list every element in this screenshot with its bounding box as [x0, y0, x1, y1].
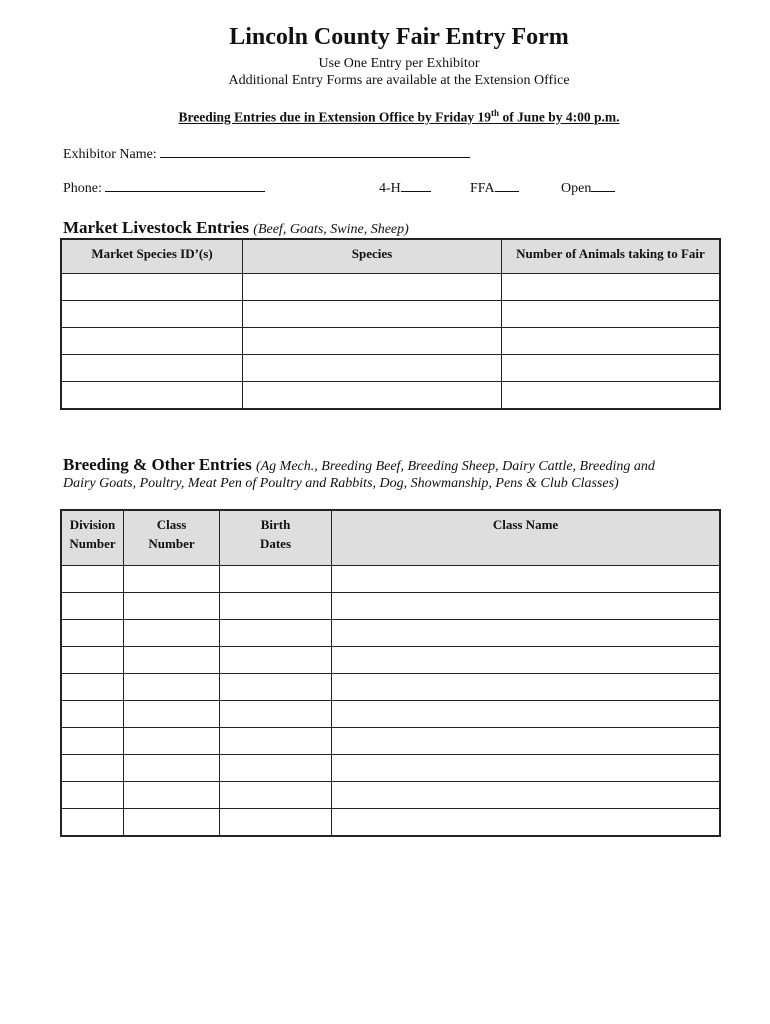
input-cell[interactable] — [61, 647, 124, 674]
phone-field[interactable] — [63, 179, 265, 197]
input-cell[interactable] — [220, 647, 332, 674]
ffa-field[interactable] — [470, 179, 519, 197]
input-cell[interactable] — [124, 647, 220, 674]
form-title: Lincoln County Fair Entry Form — [229, 24, 569, 50]
input-cell[interactable] — [502, 301, 721, 328]
input-cell[interactable] — [61, 566, 124, 593]
input-cell[interactable] — [61, 301, 243, 328]
col-header-class-name: Class Name — [332, 510, 721, 566]
input-cell[interactable] — [220, 701, 332, 728]
ffa-label: FFA — [470, 181, 495, 196]
input-cell[interactable] — [332, 566, 721, 593]
exhibitor-name-label: Exhibitor Name: — [63, 147, 157, 162]
input-cell[interactable] — [502, 382, 721, 410]
table-row — [61, 728, 720, 755]
input-cell[interactable] — [124, 809, 220, 837]
input-cell[interactable] — [124, 782, 220, 809]
4h-field[interactable] — [379, 179, 431, 197]
input-cell[interactable] — [332, 809, 721, 837]
input-cell[interactable] — [61, 728, 124, 755]
phone-label: Phone: — [63, 181, 102, 196]
input-cell[interactable] — [220, 782, 332, 809]
input-cell[interactable] — [502, 274, 721, 301]
input-cell[interactable] — [61, 620, 124, 647]
input-cell[interactable] — [61, 274, 243, 301]
col-header-species: Species — [243, 239, 502, 274]
input-cell[interactable] — [124, 728, 220, 755]
input-cell[interactable] — [61, 782, 124, 809]
input-cell[interactable] — [220, 755, 332, 782]
table-row — [61, 566, 720, 593]
input-cell[interactable] — [332, 782, 721, 809]
exhibitor-name-line[interactable] — [160, 145, 470, 158]
input-cell[interactable] — [61, 755, 124, 782]
col-header-number-of-animals: Number of Animals taking to Fair — [502, 239, 721, 274]
input-cell[interactable] — [61, 593, 124, 620]
table-row — [61, 782, 720, 809]
input-cell[interactable] — [243, 328, 502, 355]
input-cell[interactable] — [243, 301, 502, 328]
breeding-entries-heading: Breeding & Other Entries (Ag Mech., Breeding Beef, Breeding Sheep, Dairy Cattle, Breeding and — [63, 455, 655, 474]
input-cell[interactable] — [332, 674, 721, 701]
exhibitor-name-field[interactable] — [63, 145, 470, 163]
input-cell[interactable] — [61, 328, 243, 355]
market-livestock-table — [60, 238, 721, 410]
input-cell[interactable] — [61, 382, 243, 410]
input-cell[interactable] — [243, 382, 502, 410]
open-field[interactable] — [561, 179, 615, 197]
input-cell[interactable] — [124, 593, 220, 620]
input-cell[interactable] — [332, 728, 721, 755]
subtitle-additional-forms: Additional Entry Forms are available at the Extension Office — [228, 73, 570, 88]
table-row — [61, 355, 720, 382]
input-cell[interactable] — [332, 620, 721, 647]
table-row — [61, 274, 720, 301]
input-cell[interactable] — [220, 674, 332, 701]
input-cell[interactable] — [332, 593, 721, 620]
open-line[interactable] — [591, 179, 615, 192]
input-cell[interactable] — [243, 274, 502, 301]
input-cell[interactable] — [220, 728, 332, 755]
table-row — [61, 674, 720, 701]
input-cell[interactable] — [124, 674, 220, 701]
breeding-entries-table — [60, 509, 721, 837]
input-cell[interactable] — [332, 755, 721, 782]
breeding-entries-desc-line1: (Ag Mech., Breeding Beef, Breeding Sheep, Dairy Cattle, Breeding and — [255, 459, 655, 474]
col-header-birth-dates: Birth Dates — [220, 510, 332, 566]
table-row — [61, 301, 720, 328]
input-cell[interactable] — [220, 593, 332, 620]
input-cell[interactable] — [61, 701, 124, 728]
ffa-line[interactable] — [495, 179, 519, 192]
input-cell[interactable] — [220, 809, 332, 837]
table-header-row — [61, 510, 720, 566]
input-cell[interactable] — [124, 566, 220, 593]
input-cell[interactable] — [502, 355, 721, 382]
input-cell[interactable] — [332, 647, 721, 674]
table-row — [61, 382, 720, 410]
input-cell[interactable] — [502, 328, 721, 355]
input-cell[interactable] — [220, 566, 332, 593]
col-header-division-number: Division Number — [61, 510, 124, 566]
col-header-market-species-id: Market Species ID’(s) — [61, 239, 243, 274]
input-cell[interactable] — [332, 701, 721, 728]
due-date-notice: Breeding Entries due in Extension Office by Friday 19th of June by 4:00 p.m. — [178, 108, 620, 125]
input-cell[interactable] — [243, 355, 502, 382]
col-header-class-number: Class Number — [124, 510, 220, 566]
input-cell[interactable] — [220, 620, 332, 647]
subtitle-one-entry: Use One Entry per Exhibitor — [318, 56, 480, 71]
table-row — [61, 647, 720, 674]
table-row — [61, 620, 720, 647]
table-row — [61, 328, 720, 355]
market-livestock-heading: Market Livestock Entries (Beef, Goats, Swine, Sheep) — [63, 218, 409, 237]
table-row — [61, 593, 720, 620]
breeding-entries-desc-line2: Dairy Goats, Poultry, Meat Pen of Poultry and Rabbits, Dog, Showmanship, Pens & Club Classes) — [63, 476, 619, 491]
phone-line[interactable] — [105, 179, 265, 192]
4h-label: 4-H — [379, 181, 401, 196]
table-row — [61, 755, 720, 782]
market-livestock-subtitle: (Beef, Goats, Swine, Sheep) — [253, 222, 409, 237]
input-cell[interactable] — [124, 701, 220, 728]
table-row — [61, 701, 720, 728]
table-row — [61, 809, 720, 837]
open-label: Open — [561, 181, 592, 196]
table-header-row — [61, 239, 720, 274]
4h-line[interactable] — [401, 179, 431, 192]
input-cell[interactable] — [61, 809, 124, 837]
input-cell[interactable] — [124, 755, 220, 782]
input-cell[interactable] — [124, 620, 220, 647]
input-cell[interactable] — [61, 674, 124, 701]
input-cell[interactable] — [61, 355, 243, 382]
